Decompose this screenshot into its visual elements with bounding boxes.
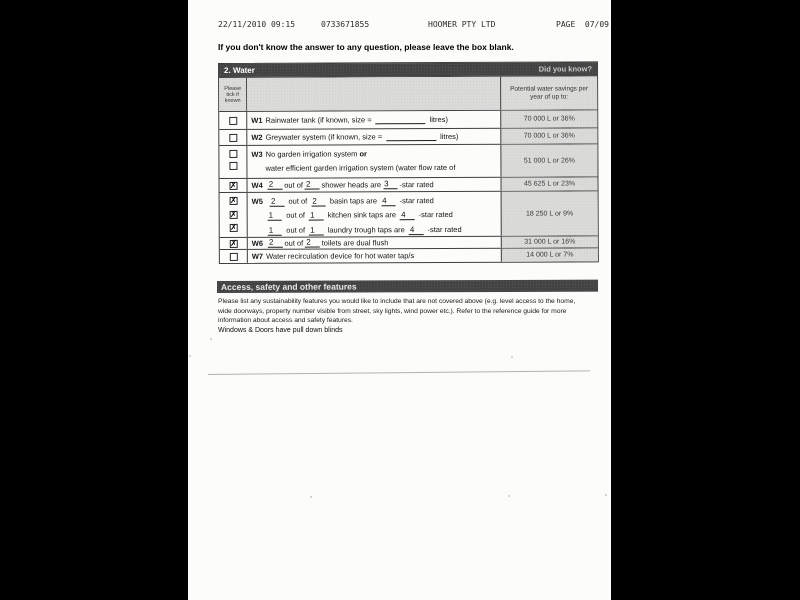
filled-value-w4-count[interactable]: 2 — [268, 181, 282, 190]
filled-value-w5-basin-stars[interactable]: 4 — [381, 197, 395, 206]
row-text-w6-a: out of — [284, 238, 304, 248]
access-instructions-line1: Please list any sustainability features you would like to include that are not covered above (e.g. level access to the home, — [218, 298, 576, 305]
row-text-w5-basin-a: out of — [288, 196, 308, 206]
filled-value-w4-total[interactable]: 2 — [305, 181, 319, 190]
row-label-w3: W3 — [251, 149, 263, 159]
description-cell-w7 — [248, 249, 501, 263]
table-row-w6 — [220, 235, 598, 249]
did-you-know-label: Did you know? — [538, 64, 593, 74]
table-row-w1 — [219, 109, 597, 129]
description-cell-w1 — [247, 111, 500, 129]
tick-cell-w7 — [220, 250, 248, 263]
checkbox-w5-kitchen-taps[interactable]: ✗ — [230, 209, 237, 219]
row-label-w4: W4 — [251, 180, 263, 190]
scan-speck — [605, 494, 607, 496]
row-text-w3-line2: water efficient garden irrigation system (water flow rate of — [265, 162, 456, 173]
row-label-w6: W6 — [251, 238, 264, 248]
row-label-w5: W5 — [251, 196, 263, 206]
row-text-w5-laundry-b: laundry trough taps are — [327, 224, 405, 235]
table-row-w4 — [220, 176, 598, 192]
table-row-w3 — [219, 143, 597, 178]
row-text-w5-basin-c: -star rated — [399, 196, 434, 206]
row-suffix-w1: litres) — [429, 114, 448, 125]
scan-artifact-line — [208, 370, 590, 375]
scan-speck — [189, 355, 191, 357]
access-section-instructions — [218, 297, 603, 326]
tick-cell-w5 — [220, 193, 248, 237]
row-text-w5-basin-b: basin taps are — [329, 196, 378, 206]
filled-value-w5-kitchen-total[interactable]: 1 — [309, 212, 323, 221]
water-section-table — [218, 61, 599, 264]
row-label-w2: W2 — [251, 132, 263, 142]
checkbox-w1[interactable] — [229, 116, 237, 124]
description-cell-w3 — [247, 145, 500, 178]
row-text-w4-a: out of — [284, 180, 304, 190]
scan-speck — [508, 495, 510, 497]
savings-value-w7: 14 000 L or 7% — [501, 248, 598, 261]
table-row-w5 — [220, 190, 598, 237]
scan-speck — [511, 356, 513, 358]
table-row-w7 — [220, 247, 598, 263]
filled-value-w5-basin-count[interactable]: 2 — [270, 198, 284, 207]
access-instructions-line2: wide doorways, property number visible from street, sky lights, wind power etc.). Refer to the reference guide for more — [218, 307, 567, 315]
checkbox-w6[interactable]: ✗ — [230, 238, 238, 248]
fax-number: 0733671855 — [321, 20, 370, 29]
row-text-w5-laundry-c: -star rated — [427, 224, 462, 234]
savings-column-header: Potential water savings per year of up to: — [500, 76, 597, 109]
filled-value-w6-total[interactable]: 2 — [305, 239, 319, 248]
checkbox-w5-laundry-taps[interactable]: ✗ — [230, 222, 237, 232]
fax-sender-name: HOOMER PTY LTD — [428, 20, 496, 29]
table-row-w2 — [219, 127, 597, 145]
access-answer-text: Windows & Doors have pull down blinds — [218, 327, 343, 334]
table-column-header-row — [219, 75, 597, 111]
row-text-w4-c: -star rated — [399, 180, 434, 190]
tick-cell-w4 — [220, 179, 248, 192]
description-cell-w6 — [248, 237, 501, 249]
row-text-w6-b: toilets are dual flush — [321, 238, 389, 248]
tick-cell-w2 — [219, 130, 247, 145]
row-text-w5-kitchen-b: kitchen sink taps are — [327, 210, 397, 220]
row-text-w2: Greywater system (if known, size = — [265, 132, 383, 142]
row-text-w3-or: or — [359, 149, 367, 159]
tick-cell-w6 — [220, 238, 248, 249]
row-text-w5-kitchen-c: -star rated — [418, 210, 453, 220]
filled-value-w4-stars[interactable]: 3 — [383, 180, 397, 189]
water-section-title: 2. Water — [224, 65, 255, 75]
fax-page-count: PAGE 07/09 — [556, 20, 609, 29]
size-blank-field-w2[interactable] — [386, 133, 436, 141]
savings-value-w1: 70 000 L or 36% — [500, 110, 597, 127]
row-label-w1: W1 — [251, 115, 263, 125]
row-text-w3-line1: No garden irrigation system — [265, 149, 360, 159]
row-text-w1: Rainwater tank (if known, size = — [265, 115, 372, 125]
checkbox-w2[interactable] — [229, 133, 237, 141]
savings-value-w2: 70 000 L or 36% — [500, 128, 597, 143]
filled-value-w5-laundry-total[interactable]: 1 — [309, 226, 323, 235]
tick-column-header: Please tick if known — [219, 78, 247, 111]
tick-cell-w1 — [219, 112, 247, 129]
checkbox-w5-basin-taps[interactable]: ✗ — [230, 195, 237, 205]
tick-cell-w3 — [219, 146, 247, 178]
scanned-fax-page — [188, 0, 611, 600]
access-section-title: Access, safety and other features — [217, 280, 598, 293]
savings-value-w3: 51 000 L or 26% — [500, 144, 597, 176]
filled-value-w6-count[interactable]: 2 — [268, 239, 282, 248]
size-blank-field-w1[interactable] — [376, 116, 426, 124]
description-cell-w2 — [247, 129, 500, 145]
description-column-header — [247, 77, 500, 111]
filled-value-w5-laundry-stars[interactable]: 4 — [409, 226, 423, 235]
row-suffix-w2: litres) — [440, 131, 459, 142]
checkbox-w3-no-irrigation[interactable] — [229, 150, 237, 158]
row-text-w5-kitchen-a: out of — [286, 210, 305, 221]
savings-value-w4: 45 625 L or 23% — [501, 177, 598, 190]
form-instruction-text: If you don't know the answer to any question, please leave the box blank. — [218, 42, 514, 52]
row-text-w5-laundry-a: out of — [286, 225, 306, 235]
scan-speck — [210, 338, 212, 340]
checkbox-w3-efficient-irrigation[interactable] — [229, 162, 237, 170]
checkbox-w4[interactable]: ✗ — [230, 180, 237, 190]
row-label-w7: W7 — [251, 251, 264, 261]
description-cell-w4 — [248, 178, 501, 192]
filled-value-w5-laundry-count[interactable]: 1 — [268, 226, 282, 235]
scan-speck — [310, 496, 312, 498]
checkbox-w7[interactable] — [229, 252, 237, 260]
savings-value-w5: 18 250 L or 9% — [501, 191, 598, 235]
row-text-w4-b: shower heads are — [321, 180, 382, 190]
access-instructions-line3: information about access and safety features. — [218, 317, 353, 325]
description-cell-w5 — [248, 192, 501, 237]
filled-value-w5-kitchen-stars[interactable]: 4 — [400, 211, 414, 220]
fax-datetime: 22/11/2010 09:15 — [218, 20, 296, 29]
filled-value-w5-kitchen-count[interactable]: 1 — [268, 212, 282, 221]
savings-value-w6: 31 000 L or 16% — [501, 236, 598, 247]
filled-value-w5-basin-total[interactable]: 2 — [311, 198, 325, 207]
row-text-w7: Water recirculation device for hot water tap/s — [266, 251, 415, 261]
